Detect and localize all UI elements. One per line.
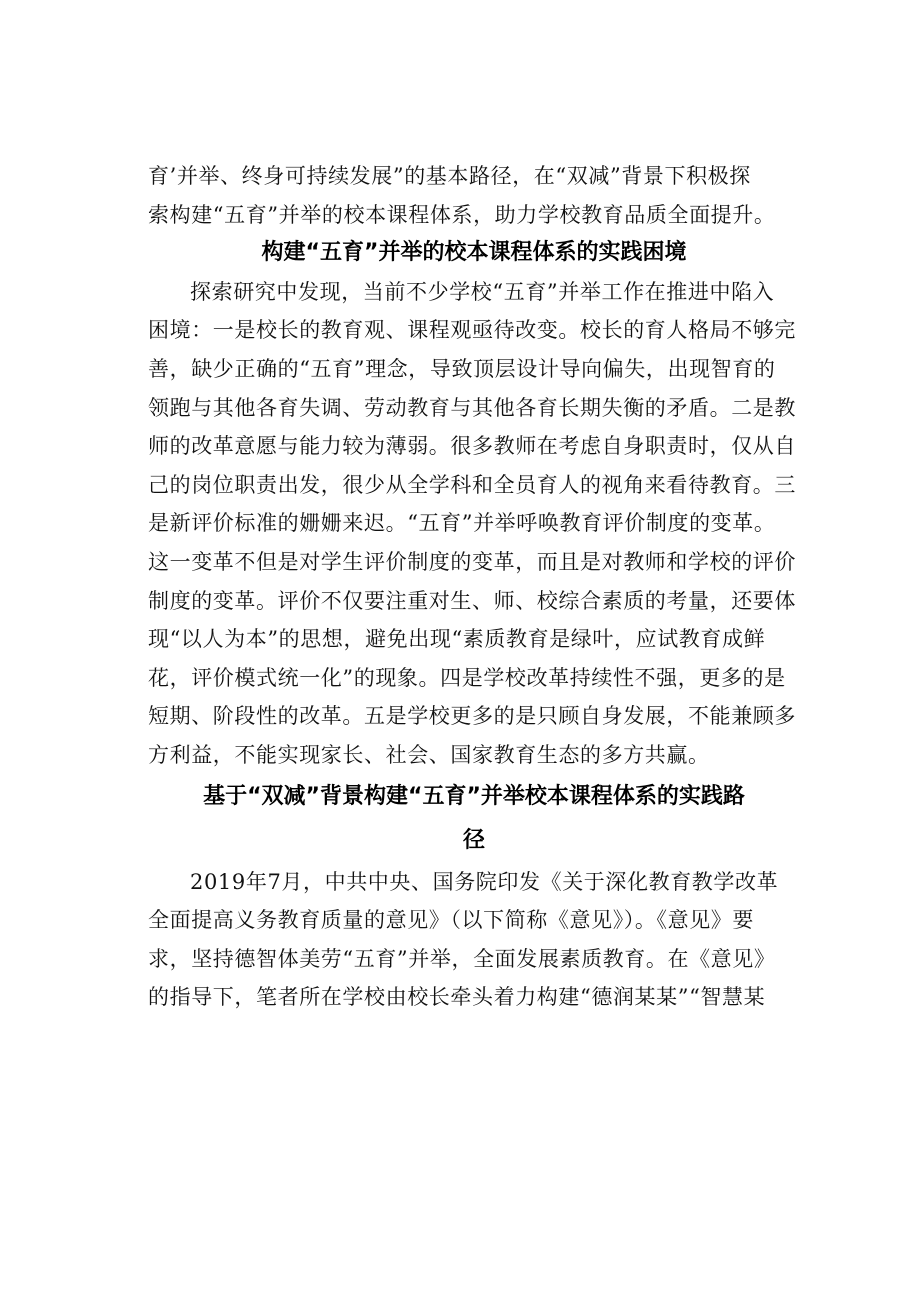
text-line: 善，缺少正确的“五育”理念，导致顶层设计导向偏失，出现智育的 [148,356,776,381]
text-line: 求，坚持德智体美劳“五育”并举，全面发展素质教育。在《意见》 [148,946,776,971]
intro-paragraph [148,157,800,234]
section2-paragraph [148,863,800,1017]
text-line: 领跑与其他各育失调、劳动教育与其他各育长期失衡的矛盾。二是教 [148,395,796,420]
text-line: 育’并举、终身可持续发展”的基本路径，在“双减”背景下积极探 [148,164,751,188]
text-line: 花，评价模式统一化”的现象。四是学校改革持续性不强，更多的是 [148,665,786,690]
text-line: 这一变革不但是对学生评价制度的变革，而且是对教师和学校的评价 [148,549,796,574]
heading-line: 径 [462,827,485,853]
text-line: 困境：一是校长的教育观、课程观亟待改变。校长的育人格局不够完 [148,318,796,343]
text-line: 制度的变革。评价不仅要注重对生、师、校综合素质的考量，还要体 [148,588,796,613]
section1-paragraph [148,273,800,775]
text-line: 短期、阶段性的改革。五是学校更多的是只顾自身发展，不能兼顾多 [148,704,796,729]
text-line: 己的岗位职责出发，很少从全学科和全员育人的视角来看待教育。三 [148,472,796,497]
text-column [148,157,800,1017]
text-line: 师的改革意愿与能力较为薄弱。很多教师在考虑自身职责时，仅从自 [148,434,796,459]
heading-line: 基于“双减”背景构建“五育”并举校本课程体系的实践路 [203,783,745,809]
text-line: 索构建“五育”并举的校本课程体系，助力学校教育品质全面提升。 [148,202,776,227]
text-line: 是新评价标准的姗姗来迟。“五育”并举呼唤教育评价制度的变革。 [148,511,776,536]
text-line: 2019年7月，中共中央、国务院印发《关于深化教育教学改革 [190,869,779,894]
section-heading-2 [148,775,800,863]
text-line: 探索研究中发现，当前不少学校“五育”并举工作在推进中陷入 [190,279,775,304]
text-line: 方利益，不能实现家长、社会、国家教育生态的多方共赢。 [148,742,710,767]
text-line: 全面提高义务教育质量的意见》（以下简称《意见》）。《意见》要 [148,908,754,933]
text-line: 的指导下，笔者所在学校由校长牵头着力构建“德润某某”“智慧某 [148,985,766,1010]
section-heading-1: 构建“五育”并举的校本课程体系的实践困境 [261,240,687,266]
text-line: 现“以人为本”的思想，避免出现“素质教育是绿叶，应试教育成鲜 [148,627,766,652]
